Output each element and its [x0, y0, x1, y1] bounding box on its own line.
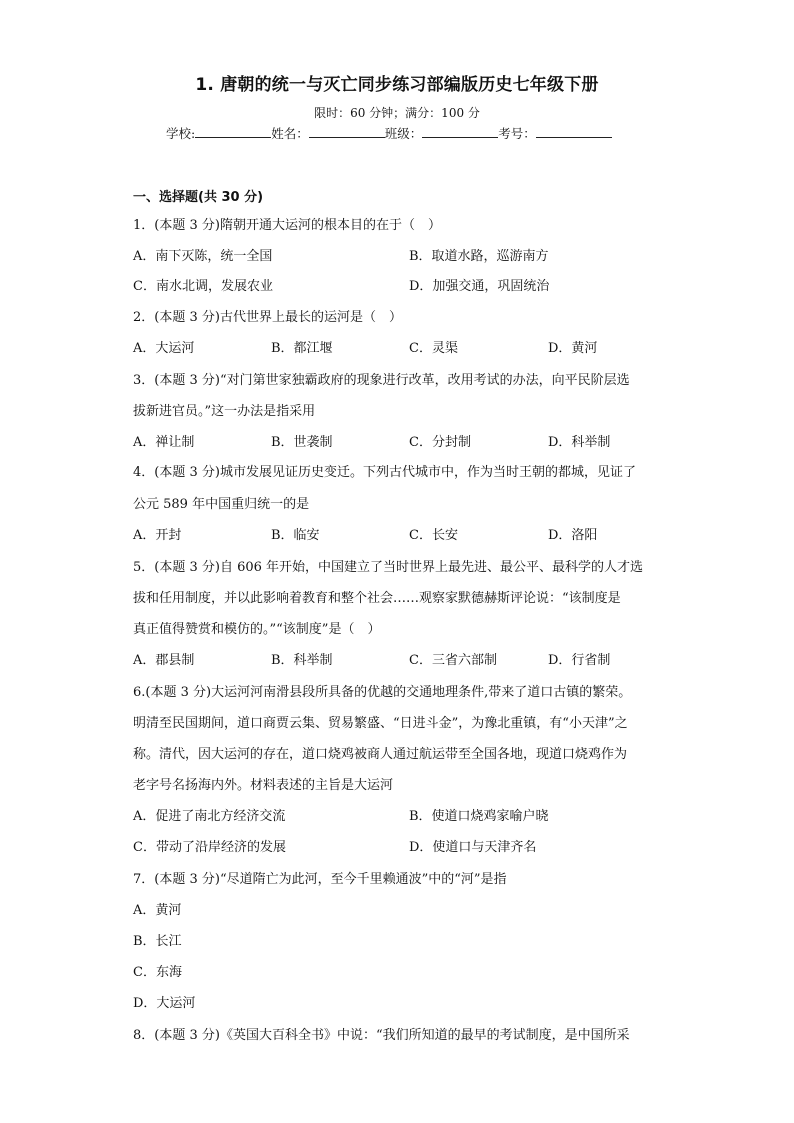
time-score-info: 限时：60 分钟；满分：100 分: [314, 106, 480, 120]
question-5-stem-line-1: 5．(本题 3 分)自 606 年开始，中国建立了当时世界上最先进、最公平、最科学的人才选: [133, 560, 644, 575]
question-6-stem-line-3: 称。清代，因大运河的存在，道口烧鸡被商人通过航运带至全国各地，现道口烧鸡作为: [133, 747, 628, 762]
class-blank[interactable]: [422, 125, 498, 138]
question-5-option-c[interactable]: C．三省六部制: [409, 653, 497, 668]
question-4-option-a[interactable]: A．开封: [133, 528, 182, 543]
question-6-option-c[interactable]: C．带动了沿岸经济的发展: [133, 840, 286, 855]
question-8-stem-line-1: 8．(本题 3 分)《英国大百科全书》中说：“我们所知道的最早的考试制度，是中国所采: [133, 1028, 630, 1043]
question-3-option-a[interactable]: A．禅让制: [133, 435, 195, 450]
question-3-option-b[interactable]: B．世袭制: [271, 435, 333, 450]
question-6-stem-line-1: 6.(本题 3 分)大运河河南滑县段所具备的优越的交通地理条件,带来了道口古镇的繁荣。: [133, 685, 632, 700]
question-5-stem-line-3: 真正值得赞赏和模仿的。”“该制度”是（ ）: [133, 622, 381, 637]
name-blank[interactable]: [309, 125, 385, 138]
school-label: 学校:: [166, 126, 196, 141]
number-blank[interactable]: [536, 125, 612, 138]
question-1-option-b[interactable]: B．取道水路，巡游南方: [409, 249, 549, 264]
question-5-option-d[interactable]: D．行省制: [548, 653, 611, 668]
question-4-option-d[interactable]: D．洛阳: [548, 528, 598, 543]
name-label: 姓名：: [271, 126, 309, 141]
question-2-stem: 2．(本题 3 分)古代世界上最长的运河是（ ）: [133, 310, 402, 325]
question-5-option-a[interactable]: A．郡县制: [133, 653, 195, 668]
question-7-option-c[interactable]: C．东海: [133, 965, 182, 980]
question-5-stem-line-2: 拔和任用制度，并以此影响着教育和整个社会……观察家默德赫斯评论说：“该制度是: [133, 591, 621, 606]
question-7-option-d[interactable]: D．大运河: [133, 996, 196, 1011]
school-blank[interactable]: [195, 125, 271, 138]
question-4-stem-line-1: 4．(本题 3 分)城市发展见证历史变迁。下列古代城市中，作为当时王朝的都城，见证了: [133, 465, 636, 480]
question-2-option-a[interactable]: A．大运河: [133, 341, 195, 356]
question-3-option-d[interactable]: D．科举制: [548, 435, 611, 450]
question-1-option-a[interactable]: A．南下灭陈，统一全国: [133, 249, 273, 264]
question-7-stem: 7．(本题 3 分)“尽道隋亡为此河，至今千里赖通波”中的“河”是指: [133, 872, 507, 887]
question-6-stem-line-4: 老字号名扬海内外。材料表述的主旨是大运河: [133, 778, 394, 793]
question-1-option-c[interactable]: C．南水北调，发展农业: [133, 279, 273, 294]
question-1-stem: 1．(本题 3 分)隋朝开通大运河的根本目的在于（ ）: [133, 218, 441, 233]
question-7-option-a[interactable]: A．黄河: [133, 903, 182, 918]
section-heading: 一、选择题(共 30 分): [133, 190, 264, 205]
question-3-stem-line-2: 拔新进官员。”这一办法是指采用: [133, 404, 316, 419]
page-title: 1. 唐朝的统一与灭亡同步练习部编版历史七年级下册: [195, 75, 599, 95]
class-label: 班级：: [384, 126, 423, 141]
question-3-stem-line-1: 3．(本题 3 分)“对门第世家独霸政府的现象进行改革，改用考试的办法，向平民阶层选: [133, 373, 630, 388]
question-4-option-b[interactable]: B．临安: [271, 528, 320, 543]
question-6-option-a[interactable]: A．促进了南北方经济交流: [133, 809, 286, 824]
question-6-stem-line-2: 明清至民国期间，道口商贾云集、贸易繁盛、“日进斗金”，为豫北重镇，有“小天津”之: [133, 716, 628, 731]
number-label: 考号：: [498, 126, 536, 141]
question-3-option-c[interactable]: C．分封制: [409, 435, 471, 450]
question-2-option-d[interactable]: D．黄河: [548, 341, 598, 356]
question-4-option-c[interactable]: C．长安: [409, 528, 458, 543]
student-info-line: [166, 124, 612, 142]
question-1-option-d[interactable]: D．加强交通，巩固统治: [409, 279, 550, 294]
question-4-stem-line-2: 公元 589 年中国重归统一的是: [133, 497, 310, 512]
question-6-option-b[interactable]: B．使道口烧鸡家喻户晓: [409, 809, 549, 824]
question-2-option-c[interactable]: C．灵渠: [409, 341, 458, 356]
question-7-option-b[interactable]: B．长江: [133, 934, 182, 949]
question-6-option-d[interactable]: D．使道口与天津齐名: [409, 840, 537, 855]
question-2-option-b[interactable]: B．都江堰: [271, 341, 333, 356]
question-5-option-b[interactable]: B．科举制: [271, 653, 333, 668]
